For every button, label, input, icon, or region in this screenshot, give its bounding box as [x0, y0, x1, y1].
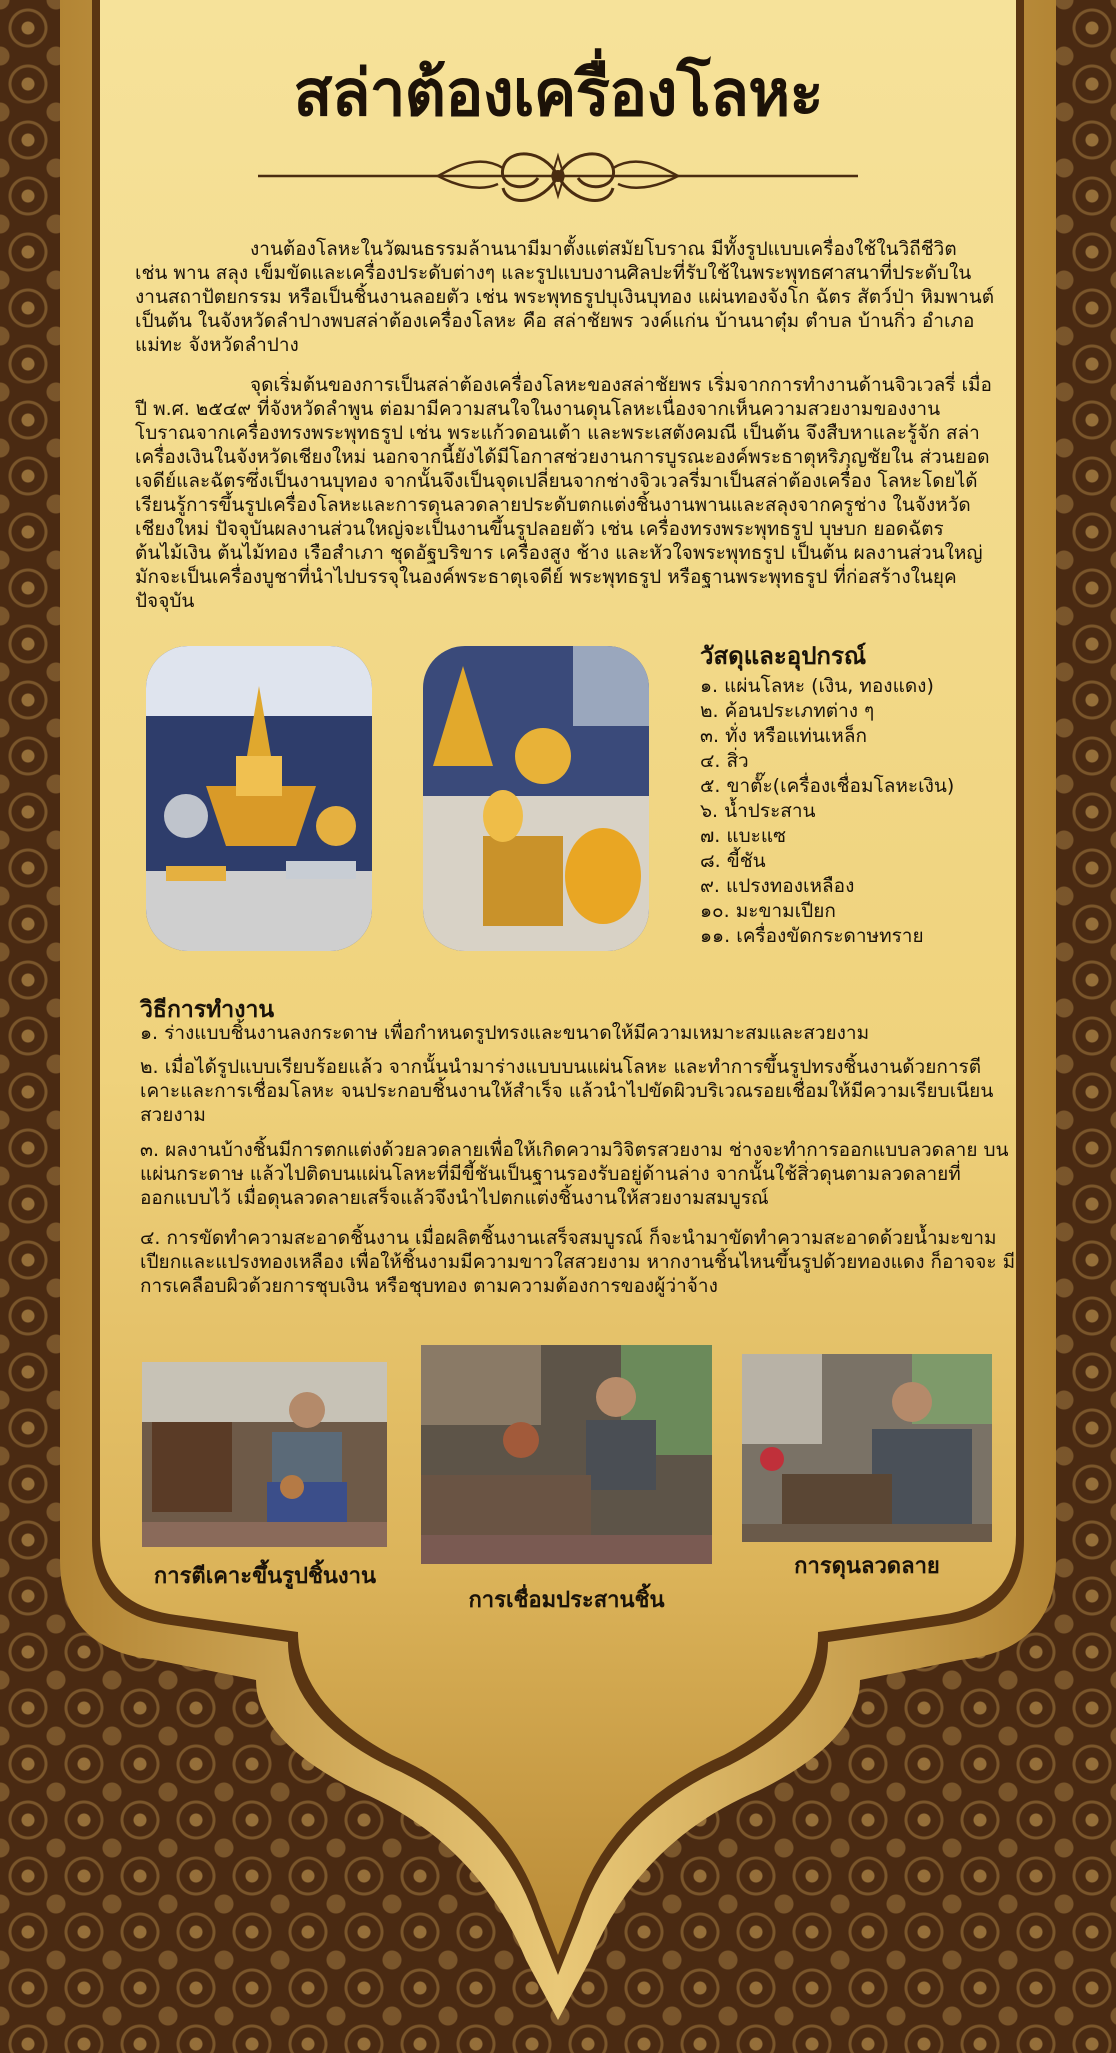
materials-list: [700, 674, 954, 949]
process-title: วิธีการทำงาน: [140, 997, 275, 1023]
photo-soldering: [421, 1345, 712, 1564]
intro-paragraph-2: จุดเริ่มต้นของการเป็นสล่าต้องเครื่องโลหะของสล่าชัยพร เริ่มจากการทำงานด้านจิวเวลรี่ เมื่อปี พ.ศ. ๒๕๔๙ ที่จังหวัดลำพูน ต่อมามีความสนใจในงานดุนโลหะเนื่องจากเห็นความสวยงามของงาน โบราณจากเครื่องทรงพระพุทธรูป เช่น พระแก้วดอนเต้า และพระเสตังคมณี เป็นต้น จึงสืบหาและรู้จัก สล่าเครื่องเงินในจังหวัดเชียงใหม่ นอกจากนี้ยังได้มีโอกาสช่วยงานการบูรณะองค์พระธาตุหริภุญชัยใน ส่วนยอดเจดีย์และฉัตรซึ่งเป็นงานบุทอง จากนั้นจึงเป็นจุดเปลี่ยนจากช่างจิวเวลรี่มาเป็นสล่าต้องเครื่อง โลหะโดยได้เรียนรู้การขึ้นรูปเครื่องโลหะและการดุนลวดลายประดับตกแต่งชิ้นงานพานและสลุงจากครูช่าง ในจังหวัดเชียงใหม่ ปัจจุบันผลงานส่วนใหญ่จะเป็นงานขึ้นรูปลอยตัว เช่น เครื่องทรงพระพุทธรูป บุษบก ยอดฉัตร ต้นไม้เงิน ต้นไม้ทอง เรือสำเภา ชุดอัฐบริขาร เครื่องสูง ช้าง และหัวใจพระพุทธรูป เป็นต้น ผลงานส่วนใหญ่มักจะเป็นเครื่องบูชาที่นำไปบรรจุในองค์พระธาตุเจดีย์ พระพุทธรูป หรือฐานพระพุทธรูป ที่ก่อสร้างในยุคปัจจุบัน: [135, 374, 992, 612]
caption-repousse: การดุนลวดลาย: [794, 1554, 940, 1579]
material-item: ๔. สิ่ว: [700, 750, 749, 772]
craftsman-repousse-image: [742, 1354, 992, 1542]
craftsman-soldering-image: [421, 1345, 712, 1564]
process-step-2: ๒. เมื่อได้รูปแบบเรียบร้อยแล้ว จากนั้นนำมาร่างแบบบนแผ่นโลหะ และทำการขึ้นรูปทรงชิ้นงานด้วยการตี เคาะและการเชื่อมโลหะ จนประกอบชิ้นงานให้สำเร็จ แล้วนำไปขัดผิวบริเวณรอยเชื่อมให้มีความเรียบเนียน สวยงาม: [140, 1056, 994, 1126]
material-item: ๘. ขี้ชัน: [700, 850, 766, 872]
process-step-3: ๓. ผลงานบ้างชิ้นมีการตกแต่งด้วยลวดลายเพื่อให้เกิดความวิจิตรสวยงาม ช่างจะทำการออกแบบลวดลาย บนแผ่นกระดาษ แล้วไปติดบนแผ่นโลหะที่มีขี้ชันเป็นฐานรองรับอยู่ด้านล่าง จากนั้นใช้สิ่วดุนตามลวดลายที่ ออกแบบไว้ เมื่อดุนลวดลายเสร็จแล้วจึงนำไปตกแต่งชิ้นงานให้สวยงามสมบูรณ์: [140, 1139, 1009, 1209]
material-item: ๑๐. มะขามเปียก: [700, 900, 836, 922]
photo-metal-work-2: [423, 646, 649, 951]
gold-objects-image: [423, 646, 649, 951]
material-item: ๗. แบะแซ: [700, 825, 787, 847]
caption-soldering: การเชื่อมประสานชิ้น: [468, 1588, 665, 1613]
material-item: ๖. น้ำประสาน: [700, 800, 816, 822]
photo-hammering: [142, 1362, 387, 1547]
caption-hammering: การตีเคาะขึ้นรูปชิ้นงาน: [153, 1564, 377, 1589]
craftsman-hammering-image: [142, 1362, 387, 1547]
process-step-4: ๔. การขัดทำความสะอาดชิ้นงาน เมื่อผลิตชิ้นงานเสร็จสมบูรณ์ ก็จะนำมาขัดทำความสะอาดด้วยน้ำมะขาม เปียกและแปรงทองเหลือง เพื่อให้ชิ้นงามมีความขาวใสสวยงาม หากงานชิ้นไหนขึ้นรูปด้วยทองแดง ก็อาจจะ มีการเคลือบผิวด้วยการชุบเงิน หรือชุบทอง ตามความต้องการของผู้ว่าจ้าง: [140, 1227, 1016, 1297]
page-title: สล่าต้องเครื่องโลหะ: [293, 57, 823, 131]
gold-ornament-image: [146, 646, 372, 951]
material-item: ๑. แผ่นโลหะ (เงิน, ทองแดง): [700, 675, 934, 697]
photo-metal-work-1: [146, 646, 372, 951]
material-item: ๒. ค้อนประเภทต่าง ๆ: [700, 700, 875, 722]
process-step-1: ๑. ร่างแบบชิ้นงานลงกระดาษ เพื่อกำหนดรูปทรงและขนาดให้มีความเหมาะสมและสวยงาม: [140, 1022, 870, 1044]
material-item: ๑๑. เครื่องขัดกระดาษทราย: [700, 925, 924, 947]
title-ornament-divider: [258, 148, 858, 218]
intro-paragraph-1: งานต้องโลหะในวัฒนธรรมล้านนามีมาตั้งแต่สมัยโบราณ มีทั้งรูปแบบเครื่องใช้ในวิถีชีวิต เช่น พาน สลุง เข็มขัดและเครื่องประดับต่างๆ และรูปแบบงานศิลปะที่รับใช้ในพระพุทธศาสนาที่ประดับใน งานสถาปัตยกรรม หรือเป็นชิ้นงานลอยตัว เช่น พระพุทธรูปบุเงินบุทอง แผ่นทองจังโก ฉัตร สัตว์ป่า หิมพานต์ เป็นต้น ในจังหวัดลำปางพบสล่าต้องเครื่องโลหะ คือ สล่าชัยพร วงค์แก่น บ้านนาตุ๋ม ตำบล บ้านกิ่ว อำเภอแม่ทะ จังหวัดลำปาง: [135, 238, 995, 356]
materials-title: วัสดุและอุปกรณ์: [700, 642, 867, 670]
material-item: ๓. ทั่ง หรือแท่นเหล็ก: [700, 725, 867, 747]
photo-repousse: [742, 1354, 992, 1542]
material-item: ๙. แปรงทองเหลือง: [700, 875, 855, 897]
material-item: ๕. ขาตั๊ะ(เครื่องเชื่อมโลหะเงิน): [700, 775, 955, 797]
